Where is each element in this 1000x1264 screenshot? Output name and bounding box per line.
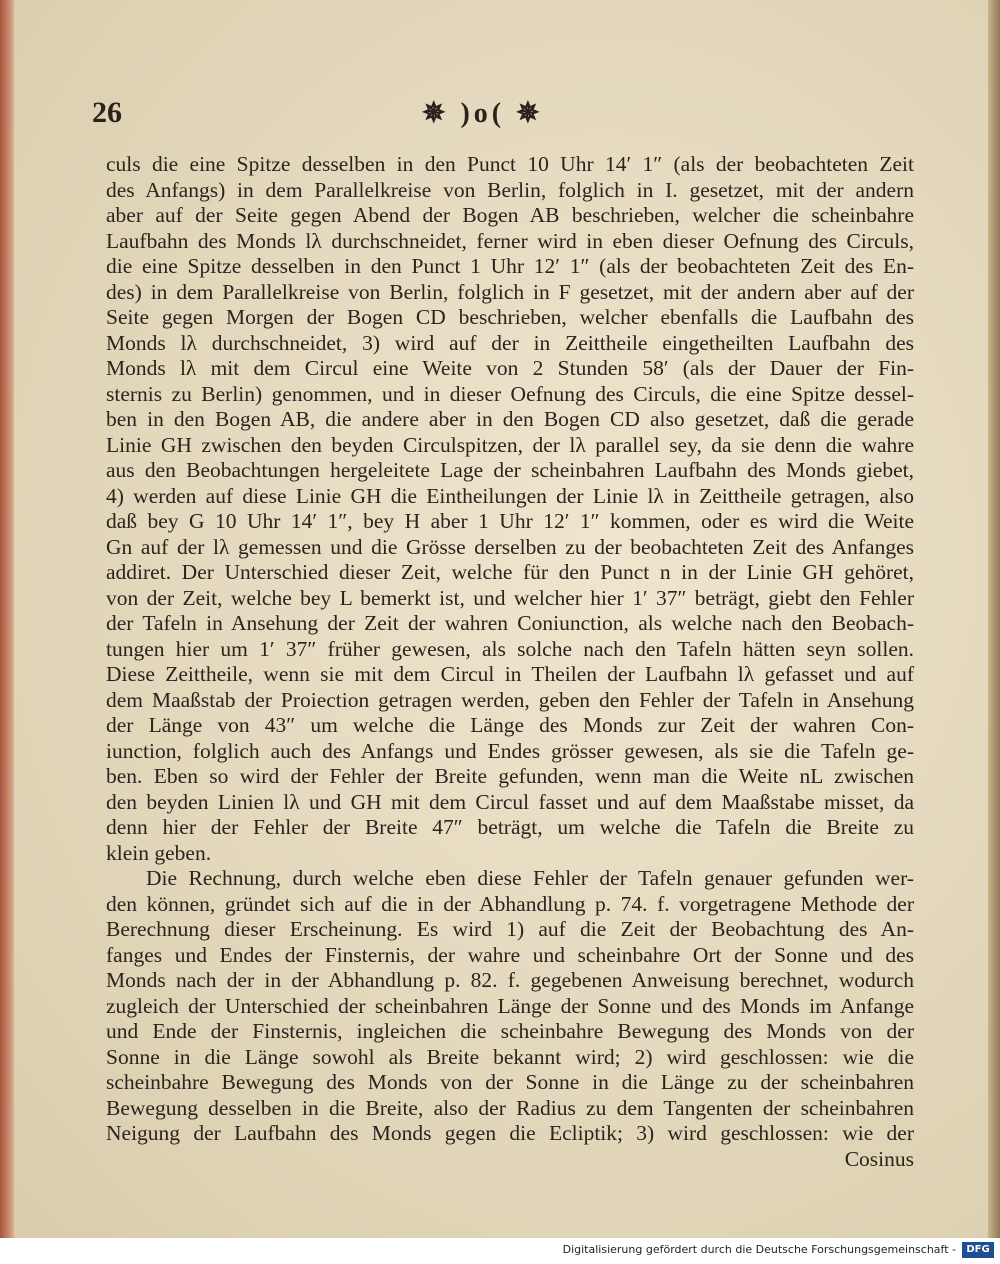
text-line: zugleich der Unterschied der scheinbahren Länge der Sonne und des Monds im Anfange	[106, 993, 914, 1018]
text-line: von der Zeit, welche bey L bemerkt ist, und welcher hier 1′ 37″ beträgt, giebt den Fehler	[106, 585, 914, 610]
text-line: denn hier der Fehler der Breite 47″ beträgt, um welche die Tafeln die Breite zu	[106, 815, 914, 839]
text-line: sternis zu Berlin) genommen, und in dieser Oefnung des Circuls, die eine Spitze dessel-	[106, 381, 914, 406]
page-header	[92, 96, 912, 136]
text-line: des) in dem Parallelkreise von Berlin, folglich in F gesetzet, mit der andern aber auf der	[106, 279, 914, 304]
text-line: klein geben.	[106, 840, 212, 865]
text-line: Monds nach der in der Abhandlung p. 82. f. gegebenen Anweisung berechnet, wodurch	[106, 968, 914, 992]
text-line: den beyden Linien lλ und GH mit dem Circul fasset und auf dem Maaßstabe misset, da	[106, 789, 914, 814]
text-line: der Tafeln in Ansehung der Zeit der wahren Coniunction, als welche nach den Beobach-	[106, 611, 914, 635]
text-line: tungen hier um 1′ 37″ früher gewesen, als solche nach den Tafeln hätten seyn sollen.	[106, 636, 914, 661]
text-line: Monds lλ durchschneidet, 3) wird auf der in Zeittheile eingetheilten Laufbahn des	[106, 330, 914, 355]
text-line: und Ende der Finsternis, ingleichen die scheinbahre Bewegung des Monds von der	[106, 1019, 914, 1043]
text-line: des Anfangs) in dem Parallelkreise von Berlin, folglich in I. gesetzet, mit der andern	[106, 177, 914, 202]
text-line: Monds lλ mit dem Circul eine Weite von 2 Stunden 58′ (als der Dauer der Fin-	[106, 356, 914, 380]
text-line: Neigung der Laufbahn des Monds gegen die Ecliptik; 3) wird geschlossen: wie der	[106, 1121, 914, 1145]
book-edge-right	[988, 0, 1000, 1238]
text-line: dem Maaßstab der Proiection getragen werden, geben den Fehler der Tafeln in Ansehung	[106, 687, 914, 712]
footer-credit: Digitalisierung gefördert durch die Deutsche Forschungsgemeinschaft -	[562, 1243, 956, 1256]
text-line: Gn auf der lλ gemessen und die Grösse derselben zu der beobachteten Zeit des Anfanges	[106, 534, 914, 559]
text-line: aus den Beobachtungen hergeleitete Lage der scheinbahren Laufbahn des Monds giebet,	[106, 458, 914, 482]
text-line: Bewegung desselben in die Breite, also der Radius zu dem Tangenten der scheinbahren	[106, 1095, 914, 1120]
footer-bar	[0, 1238, 1000, 1264]
text-line: Sonne in die Länge sowohl als Breite bekannt wird; 2) wird geschlossen: wie die	[106, 1044, 914, 1069]
text-line: aber auf der Seite gegen Abend der Bogen AB beschrieben, welcher die scheinbahre	[106, 203, 914, 227]
dfg-logo-icon: DFG	[962, 1242, 994, 1258]
text-line: fanges und Endes der Finsternis, der wahre und scheinbahre Ort der Sonne und des	[106, 942, 914, 967]
text-line: daß bey G 10 Uhr 14′ 1″, bey H aber 1 Uhr 12′ 1″ kommen, oder es wird die Weite	[106, 509, 914, 533]
text-line: der Länge von 43″ um welche die Länge des Monds zur Zeit der wahren Con-	[106, 713, 914, 737]
book-edge-left	[0, 0, 14, 1238]
text-line: Linie GH zwischen den beyden Circulspitzen, der lλ parallel sey, da sie denn die wahre	[106, 432, 914, 457]
text-line: culs die eine Spitze desselben in den Punct 10 Uhr 14′ 1″ (als der beobachteten Zeit	[106, 152, 914, 176]
text-line: Berechnung dieser Erscheinung. Es wird 1) auf die Zeit der Beobachtung des An-	[106, 917, 914, 941]
text-line: Seite gegen Morgen der Bogen CD beschrieben, welcher ebenfalls die Laufbahn des	[106, 305, 914, 329]
text-line: addiret. Der Unterschied dieser Zeit, welche für den Punct n in der Linie GH gehöret,	[106, 560, 914, 584]
page-number: 26	[92, 96, 122, 129]
catchword: Cosinus	[844, 1146, 914, 1171]
text-line: 4) werden auf diese Linie GH die Eintheilungen der Linie lλ in Zeittheile getragen, also	[106, 483, 914, 508]
text-line: Die Rechnung, durch welche eben diese Fehler der Tafeln genauer gefunden wer-	[146, 866, 914, 890]
header-ornament: ✵ )o( ✵	[422, 98, 544, 129]
body-text	[106, 152, 914, 1172]
text-line: Laufbahn des Monds lλ durchschneidet, ferner wird in eben dieser Oefnung des Circuls,	[106, 228, 914, 253]
text-line: ben in den Bogen AB, die andere aber in den Bogen CD also gesetzet, daß die gerade	[106, 407, 914, 431]
text-line: Diese Zeittheile, wenn sie mit dem Circul in Theilen der Laufbahn lλ gefasset und auf	[106, 662, 914, 686]
text-line: iunction, folglich auch des Anfangs und Endes grösser gewesen, als sie die Tafeln ge-	[106, 738, 914, 763]
text-line: ben. Eben so wird der Fehler der Breite gefunden, wenn man die Weite nL zwischen	[106, 764, 914, 788]
text-line: den können, gründet sich auf die in der Abhandlung p. 74. f. vorgetragene Methode der	[106, 891, 914, 916]
text-line: die eine Spitze desselben in den Punct 1 Uhr 12′ 1″ (als der beobachteten Zeit des En-	[106, 254, 914, 278]
text-line: scheinbahre Bewegung des Monds von der Sonne in die Länge zu der scheinbahren	[106, 1070, 914, 1094]
